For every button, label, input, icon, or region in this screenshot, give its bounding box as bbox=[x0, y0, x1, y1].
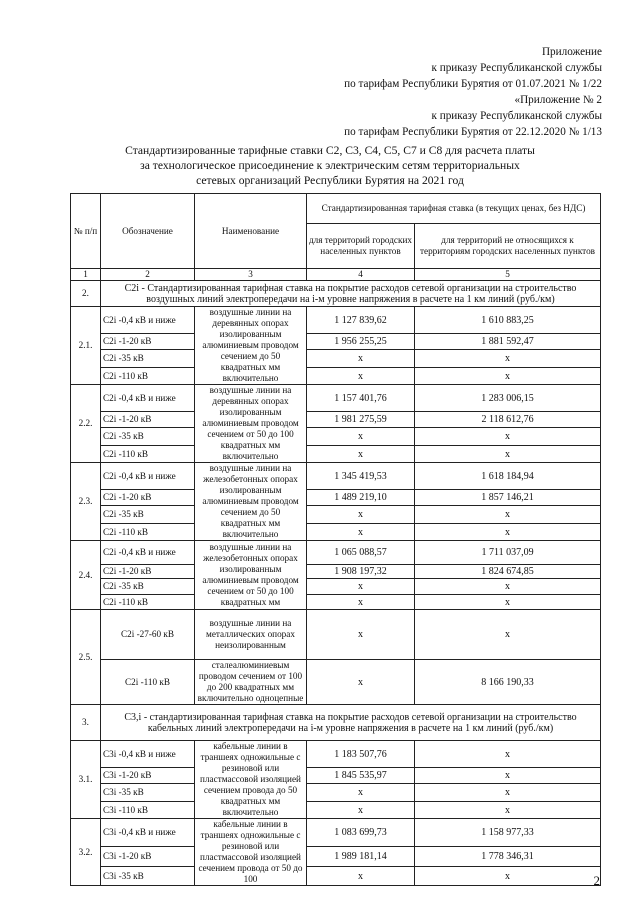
table-row bbox=[71, 446, 601, 463]
nonurban-value: 1 610 883,25 bbox=[415, 307, 601, 334]
designation-cell: С2i -0,4 кВ и ниже bbox=[101, 541, 195, 565]
nonurban-value: x bbox=[415, 427, 601, 445]
urban-value: 1 345 419,53 bbox=[307, 463, 415, 490]
title-line: за технологическое присоединение к электрическим сетям территориальных bbox=[140, 159, 520, 172]
urban-value: x bbox=[307, 524, 415, 541]
nonurban-value: 1 618 184,94 bbox=[415, 463, 601, 490]
designation-cell: С2i -110 кВ bbox=[101, 524, 195, 541]
nonurban-value: 1 158 977,33 bbox=[415, 819, 601, 847]
name-cell: воздушные линии на деревянных опорах изолированным алюминиевым проводом сечением до 50 квадратных мм включительно bbox=[195, 307, 307, 385]
col-number: 1 bbox=[71, 269, 101, 281]
designation-cell: С2i -35 кВ bbox=[101, 349, 195, 367]
name-cell: воздушные линии на деревянных опорах изолированным алюминиевым проводом сечением от 50 до 100 квадратных мм включительно bbox=[195, 385, 307, 463]
name-cell: воздушные линии на железобетонных опорах изолированным алюминиевым проводом сечением от 50 до 100 квадратных мм bbox=[195, 541, 307, 610]
table-row bbox=[71, 427, 601, 445]
nonurban-value: 1 711 037,09 bbox=[415, 541, 601, 565]
nonurban-value: x bbox=[415, 802, 601, 819]
urban-value: 1 065 088,57 bbox=[307, 541, 415, 565]
nonurban-value: x bbox=[415, 579, 601, 595]
group-num: 2.2. bbox=[71, 385, 101, 463]
table-row bbox=[71, 412, 601, 428]
section-text: С3,i - стандартизированная тарифная ставка на покрытие расходов сетевой организации на строительство кабельных линий электропередачи на i-м уровне напряжения в расчете на 1 км линий (руб./км) bbox=[101, 705, 601, 741]
table-row bbox=[71, 867, 601, 886]
table-row bbox=[71, 610, 601, 660]
table-row bbox=[71, 463, 601, 490]
urban-value: x bbox=[307, 579, 415, 595]
table-row bbox=[71, 768, 601, 784]
section-num: 3. bbox=[71, 705, 101, 741]
page-number: 2 bbox=[593, 873, 600, 888]
designation-cell: С2i -110 кВ bbox=[101, 660, 195, 705]
appendix-line: Приложение bbox=[541, 46, 602, 58]
table-row bbox=[71, 660, 601, 705]
designation-cell: С2i -35 кВ bbox=[101, 427, 195, 445]
designation-cell: С3i -110 кВ bbox=[101, 802, 195, 819]
group-num: 2.4. bbox=[71, 541, 101, 610]
section-row bbox=[71, 281, 601, 307]
title-line: сетевых организаций Республики Бурятия на 2021 год bbox=[196, 174, 464, 187]
col-number: 5 bbox=[415, 269, 601, 281]
designation-cell: С3i -1-20 кВ bbox=[101, 846, 195, 866]
urban-value: 1 489 219,10 bbox=[307, 490, 415, 506]
nonurban-value: x bbox=[415, 783, 601, 801]
designation-cell: С2i -0,4 кВ и ниже bbox=[101, 463, 195, 490]
col-number: 3 bbox=[195, 269, 307, 281]
urban-value: 1 981 275,59 bbox=[307, 412, 415, 428]
tariff-table bbox=[70, 193, 601, 886]
designation-cell: С3i -35 кВ bbox=[101, 783, 195, 801]
table-row bbox=[71, 490, 601, 506]
table-row bbox=[71, 349, 601, 367]
urban-value: 1 157 401,76 bbox=[307, 385, 415, 412]
urban-value: x bbox=[307, 610, 415, 660]
nonurban-value: x bbox=[415, 368, 601, 385]
designation-cell: С3i -0,4 кВ и ниже bbox=[101, 819, 195, 847]
nonurban-value: x bbox=[415, 610, 601, 660]
urban-value: x bbox=[307, 867, 415, 886]
appendix-header bbox=[344, 44, 602, 140]
urban-value: 1 083 699,73 bbox=[307, 819, 415, 847]
urban-value: x bbox=[307, 349, 415, 367]
group-num: 2.5. bbox=[71, 610, 101, 705]
nonurban-value: 1 881 592,47 bbox=[415, 334, 601, 350]
section-text: С2i - Стандартизированная тарифная ставка на покрытие расходов сетевой организации на строительство воздушных линий электропередачи на i-м уровне напряжения в расчете на 1 км линий (руб./км) bbox=[101, 281, 601, 307]
document-title bbox=[60, 143, 600, 188]
appendix-line: по тарифам Республики Бурятия от 01.07.2021 № 1/22 bbox=[344, 78, 602, 90]
urban-value: x bbox=[307, 446, 415, 463]
appendix-line: к приказу Республиканской службы bbox=[431, 62, 602, 74]
table-row bbox=[71, 595, 601, 610]
urban-value: 1 956 255,25 bbox=[307, 334, 415, 350]
table-row bbox=[71, 819, 601, 847]
name-cell: воздушные линии на металлических опорах неизолированным bbox=[195, 610, 307, 660]
nonurban-value: x bbox=[415, 349, 601, 367]
designation-cell: С2i -1-20 кВ bbox=[101, 412, 195, 428]
table-row bbox=[71, 307, 601, 334]
group-num: 3.1. bbox=[71, 741, 101, 819]
table-row bbox=[71, 802, 601, 819]
nonurban-value: 1 778 346,31 bbox=[415, 846, 601, 866]
designation-cell: С3i -1-20 кВ bbox=[101, 768, 195, 784]
header-num: № п/п bbox=[71, 194, 101, 269]
designation-cell: С2i -0,4 кВ и ниже bbox=[101, 385, 195, 412]
table-row bbox=[71, 846, 601, 866]
table-row bbox=[71, 385, 601, 412]
appendix-line: «Приложение № 2 bbox=[514, 94, 602, 106]
designation-cell: С2i -35 кВ bbox=[101, 579, 195, 595]
col-number: 2 bbox=[101, 269, 195, 281]
nonurban-value: 1 283 006,15 bbox=[415, 385, 601, 412]
nonurban-value: 2 118 612,76 bbox=[415, 412, 601, 428]
nonurban-value: x bbox=[415, 446, 601, 463]
urban-value: x bbox=[307, 505, 415, 523]
title-line: Стандартизированные тарифные ставки С2, С3, С4, С5, С7 и С8 для расчета платы bbox=[125, 144, 535, 157]
nonurban-value: x bbox=[415, 524, 601, 541]
table-row bbox=[71, 505, 601, 523]
designation-cell: С2i -1-20 кВ bbox=[101, 490, 195, 506]
group-num: 3.2. bbox=[71, 819, 101, 886]
nonurban-value: x bbox=[415, 505, 601, 523]
nonurban-value: x bbox=[415, 867, 601, 886]
header-name: Наименование bbox=[195, 194, 307, 269]
urban-value: x bbox=[307, 427, 415, 445]
designation-cell: С2i -35 кВ bbox=[101, 505, 195, 523]
urban-value: 1 127 839,62 bbox=[307, 307, 415, 334]
designation-cell: С3i -35 кВ bbox=[101, 867, 195, 886]
section-num: 2. bbox=[71, 281, 101, 307]
group-num: 2.3. bbox=[71, 463, 101, 541]
appendix-line: по тарифам Республики Бурятия от 22.12.2020 № 1/13 bbox=[344, 126, 602, 138]
header-rate: Стандартизированная тарифная ставка (в текущих ценах, без НДС) bbox=[307, 194, 601, 224]
urban-value: 1 989 181,14 bbox=[307, 846, 415, 866]
nonurban-value: 8 166 190,33 bbox=[415, 660, 601, 705]
urban-value: x bbox=[307, 595, 415, 610]
designation-cell: С3i -0,4 кВ и ниже bbox=[101, 741, 195, 768]
designation-cell: С2i -1-20 кВ bbox=[101, 565, 195, 579]
header-designation: Обозначение bbox=[101, 194, 195, 269]
name-cell: сталеалюминиевым проводом сечением от 100 до 200 квадратных мм включительно одноцепные bbox=[195, 660, 307, 705]
designation-cell: С2i -0,4 кВ и ниже bbox=[101, 307, 195, 334]
nonurban-value: 1 824 674,85 bbox=[415, 565, 601, 579]
nonurban-value: x bbox=[415, 595, 601, 610]
appendix-line: к приказу Республиканской службы bbox=[431, 110, 602, 122]
table-row bbox=[71, 524, 601, 541]
name-cell: воздушные линии на железобетонных опорах изолированным алюминиевым проводом сечением до 50 квадратных мм включительно bbox=[195, 463, 307, 541]
urban-value: 1 908 197,32 bbox=[307, 565, 415, 579]
section-row bbox=[71, 705, 601, 741]
designation-cell: С2i -110 кВ bbox=[101, 595, 195, 610]
table-row bbox=[71, 741, 601, 768]
table-row bbox=[71, 334, 601, 350]
urban-value: 1 845 535,97 bbox=[307, 768, 415, 784]
nonurban-value: x bbox=[415, 768, 601, 784]
name-cell: кабельные линии в траншеях одножильные с резиновой или пластмассовой изоляцией сечением провода от 50 до 100 bbox=[195, 819, 307, 886]
header-nonurban: для территорий не относящихся к территориям городских населенных пунктов bbox=[415, 224, 601, 269]
urban-value: 1 183 507,76 bbox=[307, 741, 415, 768]
designation-cell: С2i -27-60 кВ bbox=[101, 610, 195, 660]
urban-value: x bbox=[307, 783, 415, 801]
header-urban: для территорий городских населенных пунктов bbox=[307, 224, 415, 269]
urban-value: x bbox=[307, 368, 415, 385]
name-cell: кабельные линии в траншеях одножильные с резиновой или пластмассовой изоляцией сечением провода до 50 квадратных мм включительно bbox=[195, 741, 307, 819]
nonurban-value: x bbox=[415, 741, 601, 768]
col-number: 4 bbox=[307, 269, 415, 281]
table-row bbox=[71, 368, 601, 385]
table-row bbox=[71, 783, 601, 801]
group-num: 2.1. bbox=[71, 307, 101, 385]
designation-cell: С2i -110 кВ bbox=[101, 446, 195, 463]
urban-value: x bbox=[307, 660, 415, 705]
nonurban-value: 1 857 146,21 bbox=[415, 490, 601, 506]
designation-cell: С2i -110 кВ bbox=[101, 368, 195, 385]
designation-cell: С2i -1-20 кВ bbox=[101, 334, 195, 350]
table-row bbox=[71, 565, 601, 579]
table-row bbox=[71, 541, 601, 565]
table-row bbox=[71, 579, 601, 595]
urban-value: x bbox=[307, 802, 415, 819]
